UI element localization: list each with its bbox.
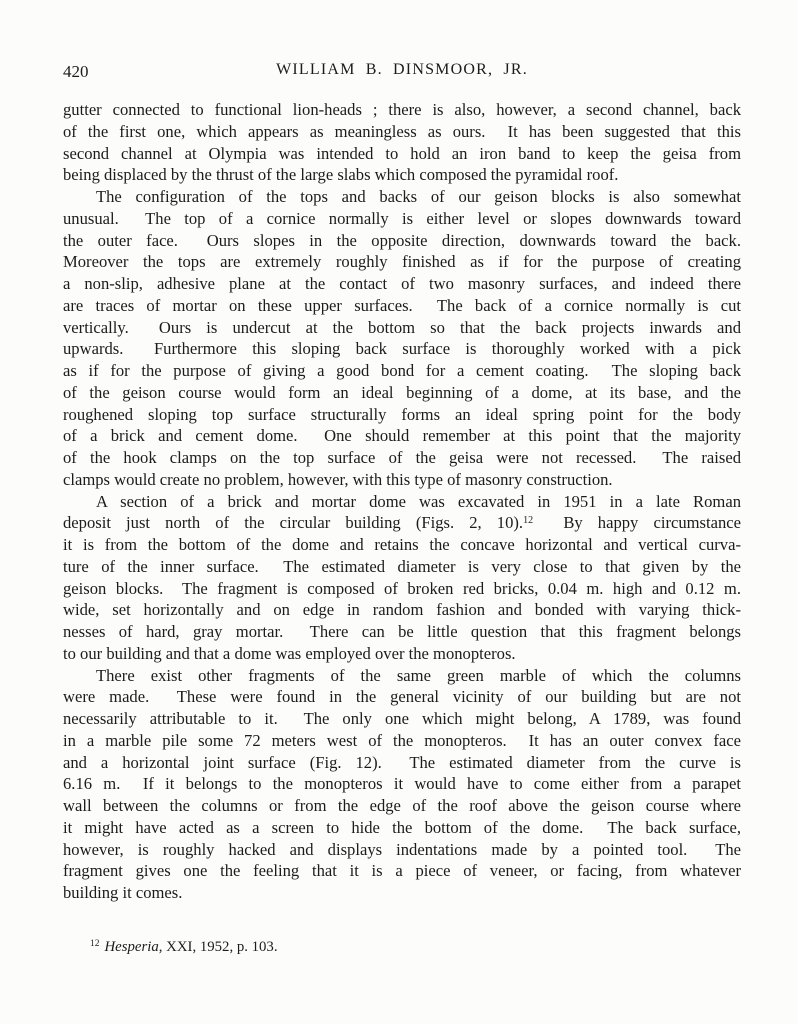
line-text: upwards. Furthermore this sloping back surface is thoroughly worked with a pick (63, 339, 741, 359)
line-text: wide, set horizontally and on edge in random fashion and bonded with varying thick- (63, 600, 741, 620)
text-line (63, 795, 741, 817)
text-line (63, 404, 741, 426)
text-line (63, 230, 741, 252)
text-line (63, 578, 741, 600)
footnote (63, 939, 741, 956)
line-text: 6.16 m. If it belongs to the monopteros it would have to come either from a parapet (63, 774, 741, 794)
line-text: it is from the bottom of the dome and retains the concave horizontal and vertical curva- (63, 535, 741, 554)
text-line (63, 708, 741, 730)
line-text: being displaced by the thrust of the large slabs which composed the pyramidal roof. (63, 165, 619, 185)
text-line (63, 752, 741, 774)
line-text: of a brick and cement dome. One should remember at this point that the majority (63, 426, 741, 446)
text-line (63, 338, 741, 360)
text-line (63, 839, 741, 861)
line-text: of the geison course would form an ideal beginning of a dome, at its base, and the (63, 382, 741, 402)
text-line (63, 534, 741, 556)
text-line (63, 360, 741, 382)
text-line (63, 556, 741, 578)
text-line (63, 382, 741, 404)
line-text: There exist other fragments of the same green marble of which the columns (96, 665, 741, 685)
text-line (63, 730, 741, 752)
line-text: in a marble pile some 72 meters west of the monopteros. It has an outer convex face (63, 730, 741, 750)
line-text: are traces of mortar on these upper surfaces. The back of a cornice normally is cut (63, 295, 741, 315)
text-line (63, 882, 741, 904)
text-line (63, 686, 741, 708)
text-line (63, 773, 741, 795)
line-text: second channel at Olympia was intended to hold an iron band to keep the geisa from (63, 143, 741, 163)
line-text: of the first one, which appears as meaningless as ours. It has been suggested that this (63, 121, 741, 141)
text-line (63, 121, 741, 143)
text-line (63, 599, 741, 621)
text-line (63, 665, 741, 687)
line-text: gutter connected to functional lion-heads ; there is also, however, a second channel, back (63, 100, 741, 119)
text-line (63, 164, 741, 186)
page-number: 420 (63, 62, 89, 81)
body-text (63, 99, 741, 904)
text-line (63, 491, 741, 513)
line-text: the outer face. Ours slopes in the opposite direction, downwards toward the back. (63, 230, 741, 250)
line-text: A section of a brick and mortar dome was excavated in 1951 in a late Roman (96, 491, 741, 511)
line-text: building it comes. (63, 883, 183, 902)
line-text: nesses of hard, gray mortar. There can be little question that this fragment belongs (63, 622, 741, 641)
footnote-reference: 12 (523, 515, 534, 527)
text-line (63, 512, 741, 534)
text-line (63, 295, 741, 317)
line-text: ture of the inner surface. The estimated diameter is very close to that given by the (63, 556, 741, 576)
line-text: clamps would create no problem, however, with this type of masonry construction. (63, 469, 613, 489)
line-text: it might have acted as a screen to hide the bottom of the dome. The back surface, (63, 817, 741, 837)
text-line (63, 425, 741, 447)
line-text: roughened sloping top surface structurally forms an ideal spring point for the body (63, 404, 741, 424)
line-text: a non-slip, adhesive plane at the contact of two masonry surfaces, and indeed there (63, 274, 741, 293)
line-text: deposit just north of the circular building (Figs. 2, 10). (63, 513, 524, 533)
line-text: and a horizontal joint surface (Fig. 12). The estimated diameter from the curve is (63, 752, 741, 772)
running-head: WILLIAM B. DINSMOOR, JR. (276, 61, 528, 78)
text-line (63, 643, 741, 665)
line-text: were made. These were found in the general vicinity of our building but are not (63, 687, 741, 707)
line-text: necessarily attributable to it. The only one which might belong, A 1789, was found (63, 709, 741, 728)
line-text: The configuration of the tops and backs of our geison blocks is also somewhat (96, 187, 741, 206)
text-line (63, 273, 741, 295)
text-line (63, 186, 741, 208)
text-line (63, 621, 741, 643)
text-line (63, 208, 741, 230)
running-header (63, 61, 741, 83)
footnote-journal: Hesperia (104, 939, 159, 955)
text-line (63, 469, 741, 491)
text-line (63, 251, 741, 273)
text-line (63, 817, 741, 839)
line-text: however, is roughly hacked and displays indentations made by a pointed tool. The (63, 839, 741, 859)
line-text: vertically. Ours is undercut at the bottom so that the back projects inwards and (63, 317, 741, 337)
line-text: to our building and that a dome was employed over the monopteros. (63, 643, 516, 663)
line-text: wall between the columns or from the edge of the roof above the geison course where (63, 796, 741, 815)
line-text: as if for the purpose of giving a good bond for a cement coating. The sloping back (63, 361, 741, 380)
line-text: fragment gives one the feeling that it is a piece of veneer, or facing, from whatever (63, 861, 741, 881)
text-line (63, 99, 741, 121)
line-text: By happy circumstance (533, 513, 741, 533)
line-text: unusual. The top of a cornice normally is either level or slopes downwards toward (63, 208, 741, 228)
line-text: geison blocks. The fragment is composed of broken red bricks, 0.04 m. high and 0.12 m. (63, 578, 741, 598)
text-line (63, 143, 741, 165)
footnote-citation: , XXI, 1952, p. 103. (158, 939, 278, 955)
line-text: of the hook clamps on the top surface of the geisa were not recessed. The raised (63, 448, 741, 467)
footnote-marker: 12 (90, 939, 100, 949)
text-line (63, 860, 741, 882)
text-line (63, 317, 741, 339)
text-line (63, 447, 741, 469)
line-text: Moreover the tops are extremely roughly finished as if for the purpose of creating (63, 252, 741, 272)
